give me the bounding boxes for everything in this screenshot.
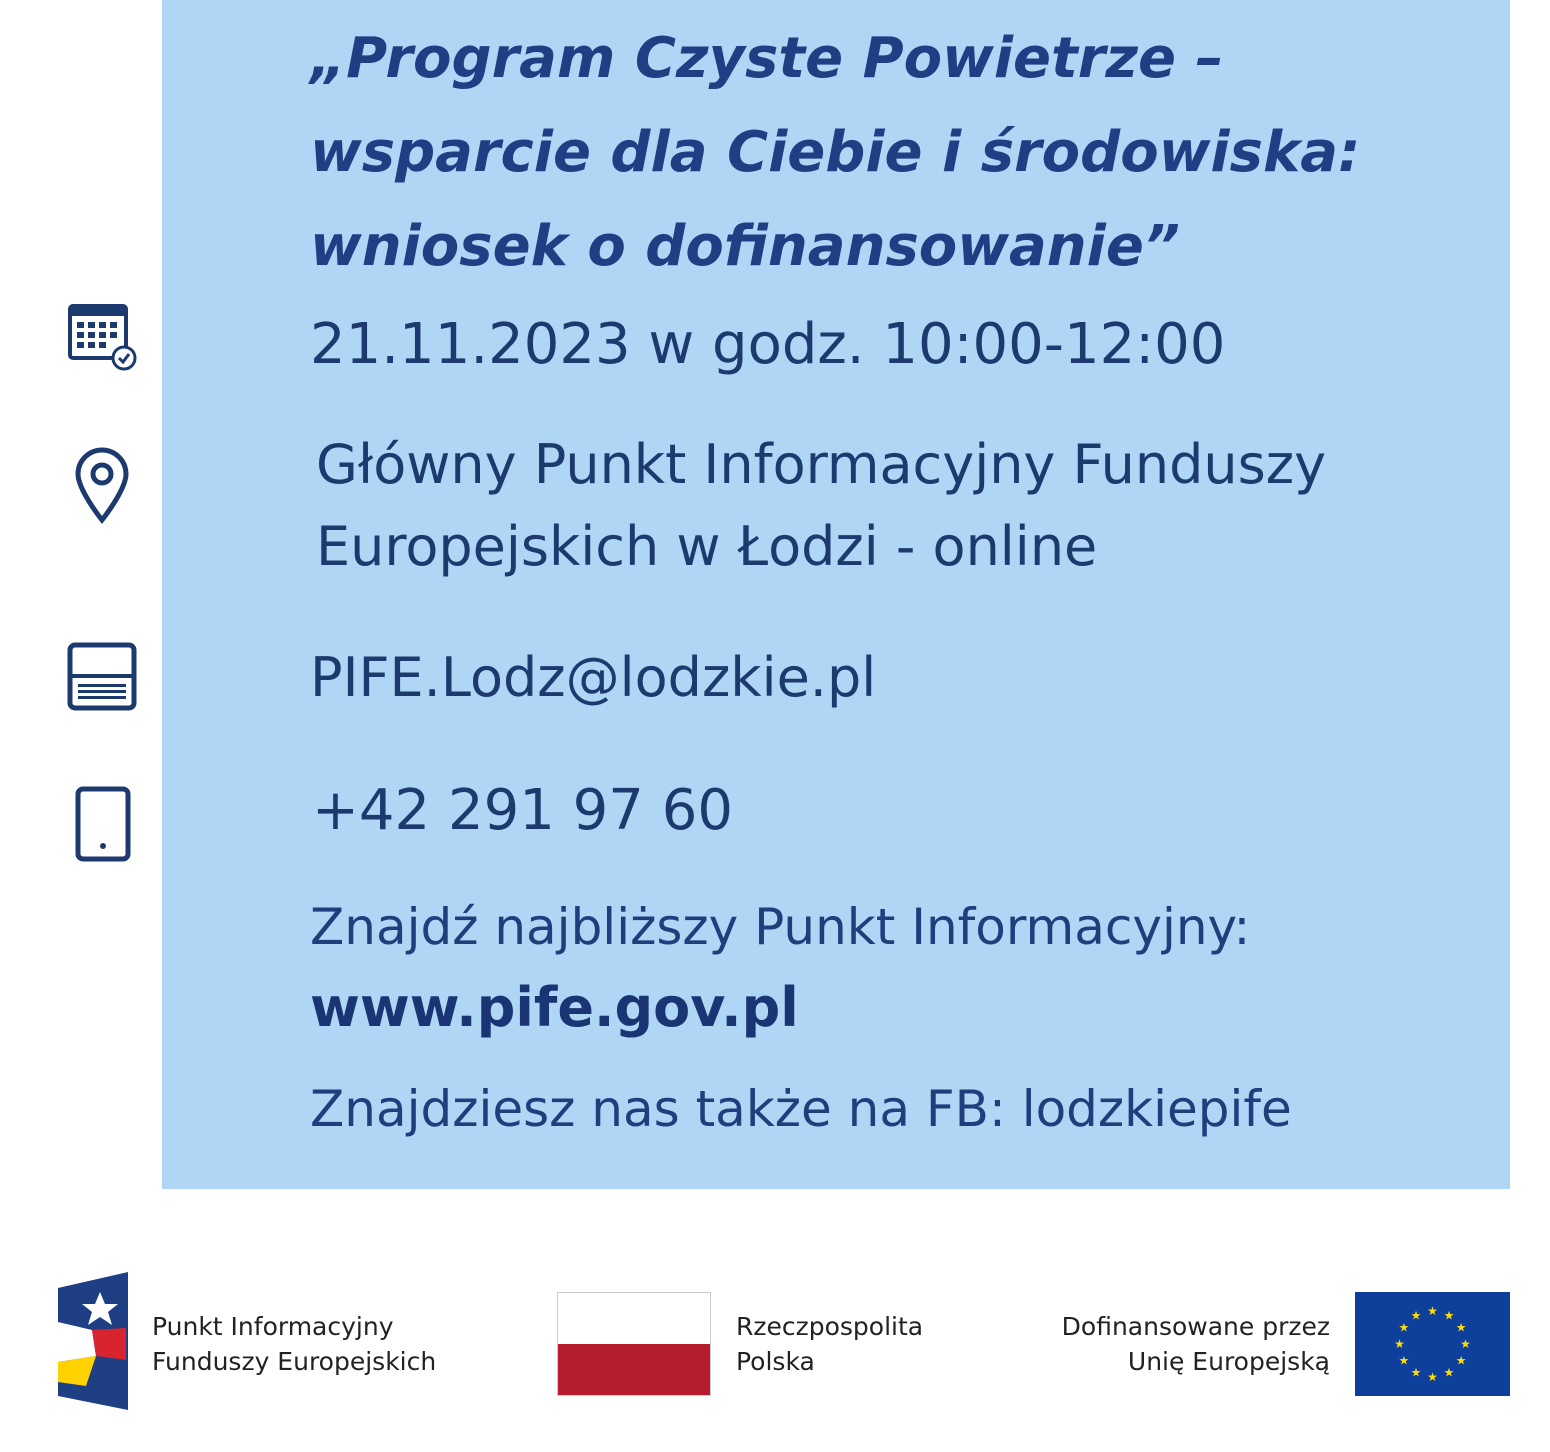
pife-label-line-2: Funduszy Europejskich	[152, 1347, 437, 1376]
eu-star: ★	[1410, 1308, 1422, 1323]
poland-label	[736, 1309, 923, 1379]
laptop-icon	[66, 642, 138, 712]
eu-label-line-1: Dofinansowane przez	[1061, 1312, 1330, 1341]
website-link[interactable]: www.pife.gov.pl	[310, 976, 799, 1039]
contact-phone[interactable]: +42 291 97 60	[312, 778, 733, 843]
eu-star: ★	[1455, 1320, 1467, 1335]
eu-star: ★	[1443, 1308, 1455, 1323]
title-line-3: wniosek o dofinansowanie”	[310, 214, 1180, 279]
eu-star: ★	[1427, 1304, 1438, 1318]
eu-label	[1030, 1309, 1330, 1379]
tablet-icon	[74, 786, 132, 862]
event-title	[310, 12, 1490, 294]
eu-star: ★	[1410, 1365, 1422, 1380]
location-line-2: Europejskich w Łodzi - online	[316, 515, 1098, 578]
event-location	[316, 424, 1326, 588]
title-line-1: „Program Czyste Powietrze –	[310, 26, 1224, 91]
eu-star: ★	[1394, 1337, 1405, 1351]
eu-star: ★	[1398, 1353, 1410, 1368]
eu-flag-icon	[1355, 1292, 1510, 1400]
eu-star: ★	[1427, 1370, 1438, 1384]
eu-label-line-2: Unię Europejską	[1127, 1347, 1330, 1376]
eu-star: ★	[1443, 1365, 1455, 1380]
pife-logo	[56, 1270, 130, 1414]
location-line-1: Główny Punkt Informacyjny Funduszy	[316, 433, 1327, 496]
eu-star: ★	[1460, 1337, 1471, 1351]
title-line-2: wsparcie dla Ciebie i środowiska:	[310, 120, 1361, 185]
pife-label	[152, 1309, 436, 1379]
polish-flag-icon	[557, 1292, 711, 1396]
pife-label-line-1: Punkt Informacyjny	[152, 1312, 394, 1341]
eu-star: ★	[1398, 1320, 1410, 1335]
calendar-icon	[66, 300, 138, 374]
poland-label-line-2: Polska	[736, 1347, 815, 1376]
facebook-text: Znajdziesz nas także na FB: lodzkiepife	[310, 1080, 1292, 1138]
poland-label-line-1: Rzeczpospolita	[736, 1312, 924, 1341]
contact-email[interactable]: PIFE.Lodz@lodzkie.pl	[310, 646, 877, 709]
eu-star: ★	[1455, 1353, 1467, 1368]
map-pin-icon	[74, 446, 130, 524]
event-date-time: 21.11.2023 w godz. 10:00-12:00	[310, 312, 1226, 377]
find-info-point-text: Znajdź najbliższy Punkt Informacyjny:	[310, 898, 1251, 956]
